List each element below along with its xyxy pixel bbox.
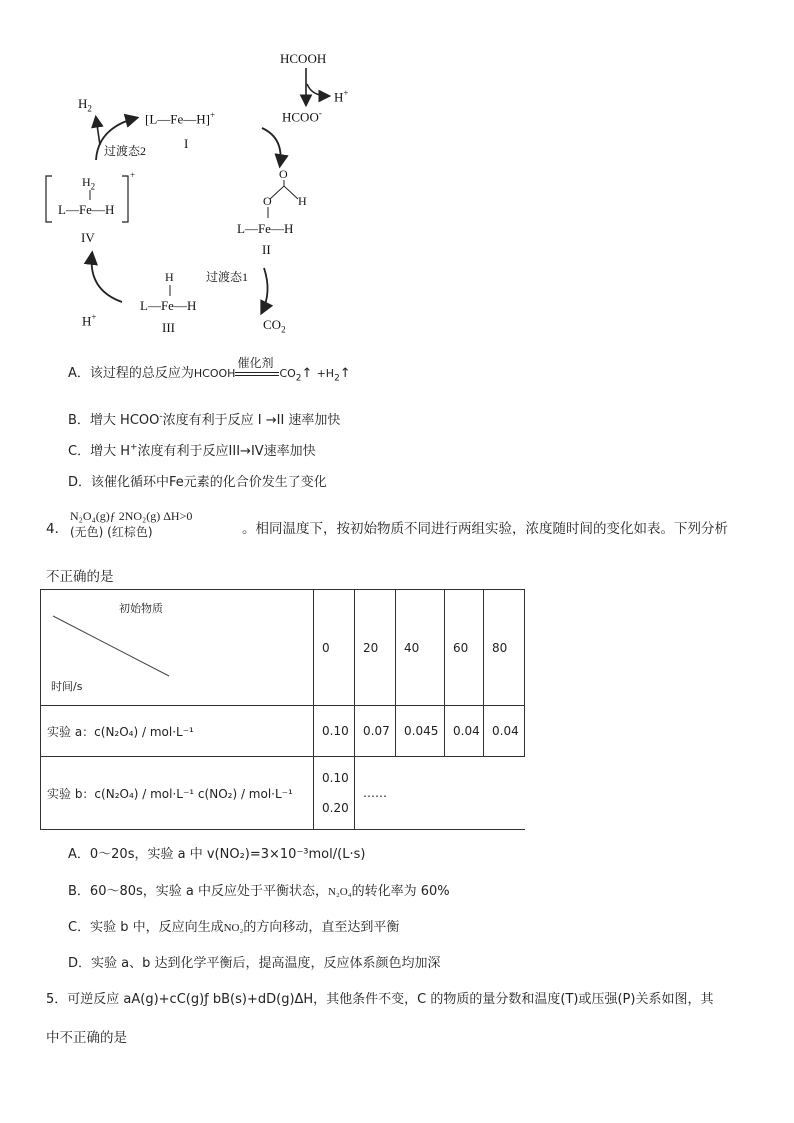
arrow-to-species-4	[92, 254, 122, 302]
h2-released: $H_2$	[78, 96, 92, 114]
roman-4: IV	[81, 230, 95, 245]
row-a-cell	[396, 706, 445, 757]
row-a-value-0: 0.10	[322, 724, 349, 738]
row-a-value-60: 0.04	[453, 724, 480, 738]
hcooh-label: HCOOH	[280, 51, 327, 66]
species-2-o: O	[263, 194, 272, 208]
time-40: 40	[404, 640, 420, 655]
time-80: 80	[492, 640, 508, 655]
row-a-cell	[484, 706, 525, 757]
option-4b-chem: N₂O₄	[328, 886, 352, 898]
species-2-carbonyl-o: O	[279, 167, 288, 181]
option-4a: A．0～20s，实验 a 中 v(NO₂)=3×10⁻³mol/(L·s)	[68, 847, 366, 862]
option-3b-text: B．增大 HCOO	[68, 413, 160, 428]
roman-1: I	[184, 136, 189, 151]
question-5-line-1: 5．可逆反应 aA(g)+cC(g)ƒ bB(s)+dD(g)ΔH，其他条件不变，C 的物质的量分数和温度(T)或压强(P)关系如图，其	[46, 992, 714, 1007]
option-4d: D．实验 a、b 达到化学平衡后，提高温度，反应体系颜色均加深	[68, 956, 441, 971]
roman-2: II	[262, 242, 271, 257]
bracket-right	[122, 176, 128, 222]
row-b-initial-cell	[314, 757, 355, 830]
row-b-rest-cell	[355, 757, 525, 830]
diagonal-header-cell	[41, 590, 314, 706]
time-cell-80	[484, 590, 525, 706]
arrow-h2-out	[96, 118, 100, 145]
option-4b-pre: B．60～80s，实验 a 中反应处于平衡状态，	[68, 884, 329, 899]
species-4-h2: $H_2$	[82, 175, 96, 192]
roman-3: III	[162, 320, 175, 335]
option-3c-text: C．增大 H	[68, 444, 130, 459]
bond-s2-formate	[270, 186, 298, 199]
species-1: [L—Fe—H]+	[145, 110, 216, 127]
hcoo-minus-label: HCOO-	[282, 108, 322, 125]
row-b-value-1: 0.10	[322, 771, 349, 785]
table-header-row	[41, 590, 525, 706]
s4-h2-text: H	[82, 175, 91, 189]
species-2-h: H	[298, 194, 307, 208]
row-b-label: 实验 b：c(N₂O₄) / mol·L⁻¹ c(NO₂) / mol·L⁻¹	[47, 786, 293, 801]
row-a-cell	[445, 706, 484, 757]
time-20: 20	[363, 640, 379, 655]
arrow-to-species-2	[262, 128, 281, 165]
concentration-table	[40, 589, 525, 830]
h-plus-released: H+	[334, 88, 349, 105]
option-4c-pre: C．实验 b 中，反应向生成	[68, 920, 224, 935]
time-cell-40	[396, 590, 445, 706]
row-a-label-cell	[41, 706, 314, 757]
question-4-equation	[70, 508, 192, 540]
header-time: 时间/s	[51, 680, 83, 693]
equals-line	[235, 372, 279, 376]
option-3a-prefix: A．该过程的总反应为	[68, 366, 194, 381]
h-plus-consumed: H+	[82, 312, 97, 329]
option-4b-post: 的转化率为 60%	[351, 884, 450, 899]
species-3-h: H	[165, 270, 174, 284]
h-plus-text: H	[334, 89, 344, 105]
arrow-h-plus-out	[307, 84, 328, 96]
transition-state-1: 过渡态1	[206, 270, 249, 284]
time-cell-20	[355, 590, 396, 706]
option-3a-h2: +H	[316, 367, 335, 380]
row-a-value-40: 0.045	[404, 724, 439, 738]
option-3a-co2: CO	[279, 367, 296, 380]
option-3d: D．该催化循环中Fe元素的化合价发生了变化	[68, 475, 327, 490]
question-4-stem-2: 不正确的是	[46, 569, 114, 585]
transition-state-2: 过渡态2	[104, 144, 147, 158]
option-3c-rest: 浓度有利于反应III→IV速率加快	[137, 444, 316, 459]
row-b-ellipsis: ……	[363, 786, 387, 800]
time-cell-60	[445, 590, 484, 706]
row-a-value-20: 0.07	[363, 724, 390, 738]
row-a-cell	[314, 706, 355, 757]
header-initial-substance: 初始物质	[119, 602, 163, 615]
option-4c-post: 的方向移动，直至达到平衡	[243, 920, 400, 935]
arrow-to-species-3	[262, 268, 268, 312]
species-1-formula: [L—Fe—H]	[145, 111, 210, 127]
option-3b-rest: 浓度有利于反应 I →II 速率加快	[162, 413, 341, 428]
row-a-value-80: 0.04	[492, 724, 519, 738]
time-0: 0	[322, 640, 330, 655]
time-60: 60	[453, 640, 469, 655]
catalyst-label: 催化剂	[237, 355, 274, 370]
question-4-number: 4．	[46, 521, 69, 537]
species-4-formula: L—Fe—H	[58, 202, 115, 217]
table-row-a	[41, 706, 525, 757]
co2-released: $CO_2$	[263, 317, 286, 335]
time-cell-0	[314, 590, 355, 706]
row-a-label: 实验 a：c(N₂O₄) / mol·L⁻¹	[47, 724, 194, 739]
option-3a-hcooh: HCOOH	[193, 367, 236, 380]
question-5-line-2: 中不正确的是	[46, 1030, 127, 1046]
species-3-formula: L—Fe—H	[140, 298, 197, 313]
h2-text: H	[78, 96, 88, 111]
h-plus-in-text: H	[82, 313, 92, 329]
option-4c-chem: NO₂	[223, 922, 244, 934]
bracket-left	[46, 176, 52, 222]
option-3c: C．增大 H+浓度有利于反应III→IV速率加快	[68, 442, 316, 459]
catalytic-cycle-arrows	[0, 0, 794, 345]
row-a-cell	[355, 706, 396, 757]
table-row-b	[41, 757, 525, 830]
question-4-stem: 。相同温度下，按初始物质不同进行两组实验，浓度随时间的变化如表。下列分析	[242, 521, 728, 537]
equation-line: N₂O₄(g)ƒ 2NO₂(g) ΔH>0	[70, 509, 193, 523]
row-b-value-2: 0.20	[322, 801, 349, 815]
species-2-formula: L—Fe—H	[237, 221, 294, 236]
species-4-charge: +	[130, 170, 136, 180]
option-3a: A．该过程的总反应为HCOOH 催化剂 $CO_2↑$ $+H_2↑$	[68, 355, 351, 384]
equation-arrow	[235, 355, 279, 381]
equation-colors: (无色) (红棕色)	[70, 525, 153, 539]
option-4b	[68, 880, 450, 899]
option-3b: B．增大 HCOO-浓度有利于反应 I →II 速率加快	[68, 411, 341, 428]
hcoo-text: HCOO	[282, 109, 319, 125]
row-b-label-cell	[41, 757, 314, 830]
co2-text: CO	[263, 317, 282, 332]
option-4c	[68, 916, 399, 935]
